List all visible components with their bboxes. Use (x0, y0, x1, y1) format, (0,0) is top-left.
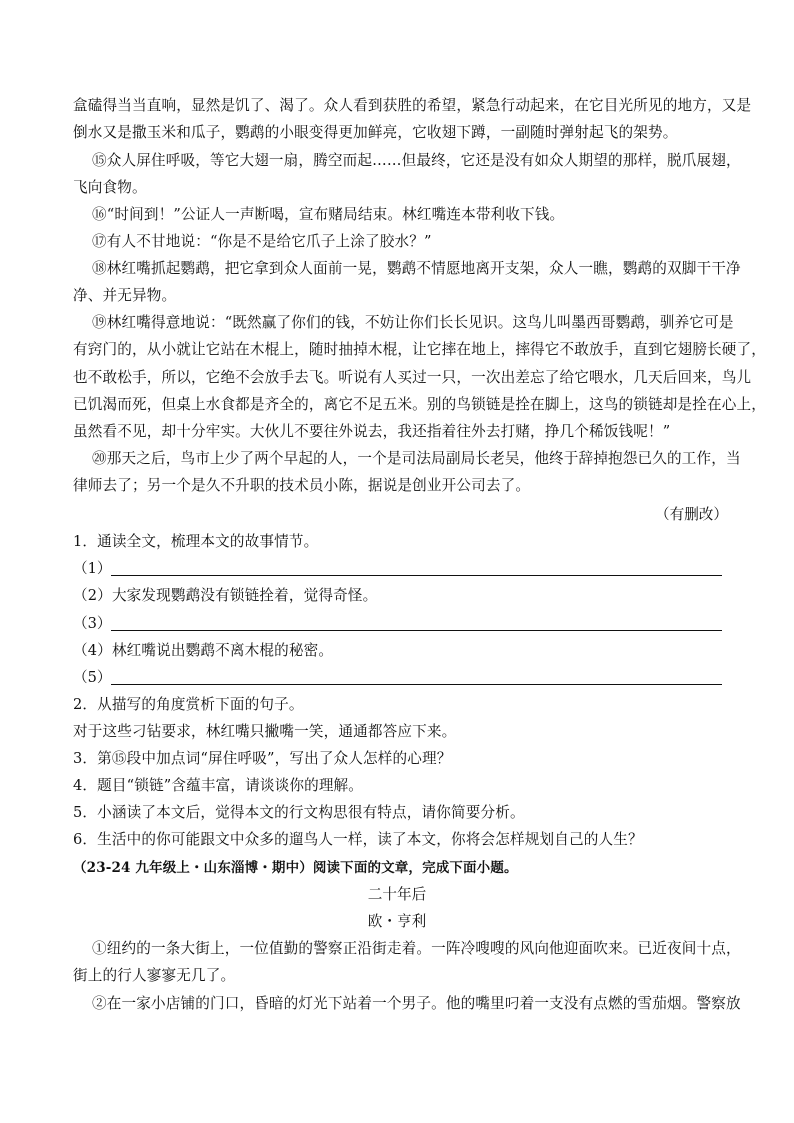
answer-row-number: （4） (73, 642, 112, 659)
question-5: 5．小涵读了本文后，觉得本文的行文构思很有特点，请你简要分析。 (73, 804, 525, 821)
article-paragraph-1-line-2: 街上的行人寥寥无几了。 (73, 967, 236, 984)
answer-row-4 (73, 641, 333, 661)
paragraph-19-line-1: ⑲林红嘴得意地说：“既然赢了你们的钱，不妨让你们长长见识。这鸟儿叫墨西哥鹦鹉，驯养它可是 (92, 314, 734, 331)
paragraph-17: ⑰有人不甘地说：“你是不是给它爪子上涂了胶水？” (92, 233, 432, 250)
answer-row-3[interactable] (73, 614, 722, 634)
answer-row-number: （2） (73, 587, 112, 604)
article-title: 二十年后 (367, 886, 427, 903)
paragraph-20-line-2: 律师去了；另一个是久不升职的技术员小陈，据说是创业开公司去了。 (73, 477, 531, 494)
answer-row-text: 林红嘴说出鹦鹉不离木棍的秘密。 (111, 642, 334, 659)
article-paragraph-1-line-1: ①纽约的一条大街上，一位值勤的警察正沿街走着。一阵冷嗖嗖的风向他迎面吹来。已近夜间十点， (92, 940, 741, 957)
story-line-1: 盒磕得当当直响，显然是饥了、渴了。众人看到获胜的希望，紧急行动起来，在它目光所见的地方，又是 (73, 97, 752, 114)
paragraph-16: ⑯“时间到！”公证人一声断喝，宣布赌局结束。林红嘴连本带利收下钱。 (92, 206, 565, 223)
question-2: 2．从描写的角度赏析下面的句子。 (73, 696, 304, 713)
answer-row-text: 大家发现鹦鹉没有锁链拴着，觉得奇怪。 (111, 587, 378, 604)
answer-row-number: （1） (73, 560, 112, 577)
paragraph-15-line-2: 飞向食物。 (73, 179, 147, 196)
article-author: 欧・亨利 (367, 913, 427, 930)
answer-line[interactable] (111, 684, 722, 685)
question-3: 3．第⑮段中加点词“屏住呼吸”，写出了众人怎样的心理？ (73, 750, 452, 767)
paragraph-19-line-3: 也不敢松手，所以，它绝不会放手去飞。听说有人买过一只，一次出差忘了给它喂水，几天后回来，鸟儿 (73, 369, 752, 386)
paragraph-19-line-4: 已饥渴而死，但桌上水食都是齐全的，离它不足五米。别的鸟锁链是拴在脚上，这鸟的锁链却是拴在心上， (73, 396, 766, 413)
paragraph-19-line-2: 有窍门的，从小就让它站在木棍上，随时抽掉木棍，让它摔在地上，摔得它不敢放手，直到它翅膀长硬了， (73, 341, 766, 358)
answer-row-number: （5） (73, 669, 112, 686)
section-instruction: （23-24 九年级上・山东淄博・期中）阅读下面的文章，完成下面小题。 (73, 860, 518, 876)
answer-line[interactable] (111, 575, 722, 576)
paragraph-19-line-5: 虽然看不见，却十分牢实。大伙儿不要往外说去，我还指着往外去打赌，挣几个稀饭钱呢！” (73, 423, 671, 440)
question-1: 1．通读全文，梳理本文的故事情节。 (73, 533, 319, 550)
paragraph-20-line-1: ⑳那天之后，鸟市上少了两个早起的人，一个是司法局副局长老吴，他终于辞掉抱怨已久的工作，当 (92, 450, 741, 467)
answer-row-2 (73, 586, 377, 606)
question-4: 4．题目“锁链”含蕴丰富，请谈谈你的理解。 (73, 777, 364, 794)
paragraph-18-line-1: ⑱林红嘴抓起鹦鹉，把它拿到众人面前一晃，鹦鹉不情愿地离开支架，众人一瞧，鹦鹉的双脚干干净 (92, 260, 741, 277)
question-6: 6．生活中的你可能跟文中众多的遛鸟人一样，读了本文，你将会怎样规划自己的人生？ (73, 831, 643, 848)
paragraph-18-line-2: 净、并无异物。 (73, 287, 177, 304)
answer-row-1[interactable] (73, 559, 722, 579)
answer-row-5[interactable] (73, 668, 722, 688)
question-2-sentence: 对于这些刁钻要求，林红嘴只撇嘴一笑，通通都答应下来。 (73, 723, 457, 740)
article-paragraph-2-line-1: ②在一家小店铺的门口，昏暗的灯光下站着一个男子。他的嘴里叼着一支没有点燃的雪茄烟。警察放 (92, 995, 741, 1012)
source-note: （有删改） (655, 506, 728, 523)
answer-line[interactable] (111, 630, 722, 631)
story-line-2: 倒水又是撒玉米和瓜子，鹦鹉的小眼变得更加鲜亮，它收翅下蹲，一副随时弹射起飞的架势。 (73, 124, 678, 141)
paragraph-15-line-1: ⑮众人屏住呼吸，等它大翅一扇，腾空而起……但最终，它还是没有如众人期望的那样，脱爪展翅， (92, 152, 741, 169)
answer-row-number: （3） (73, 615, 112, 632)
